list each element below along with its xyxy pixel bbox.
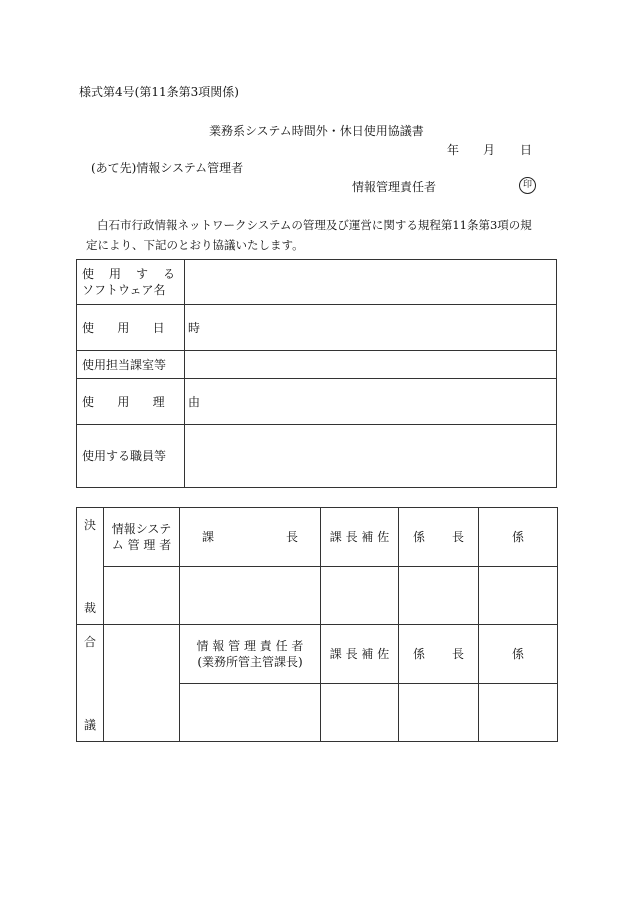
software-label [77,260,185,305]
row-software [77,260,557,305]
software-label-line1 [82,266,175,282]
kakaricho-header-2 [399,625,479,684]
reason-value-cell[interactable] [185,379,557,425]
seal-mark: 印 [519,177,536,194]
row-department [77,351,557,379]
datetime-char: 日 [152,320,165,335]
kakaricho-right: 長 [451,530,464,545]
gougi-bottom: 議 [83,718,96,732]
staff-value-cell[interactable] [185,425,557,488]
datetime-char: 用 [117,320,130,335]
reason-char: 理 [152,394,165,409]
infosys-stamp-cell[interactable] [104,566,180,625]
datetime-value-cell[interactable] [185,305,557,351]
officer-label: 情報管理責任者 [352,180,437,194]
kakaricho-stamp-cell-2[interactable] [399,683,479,742]
kakaricho-stamp-cell[interactable] [399,566,479,625]
reason-char: 使 [82,394,95,409]
kacho-stamp-cell[interactable] [180,566,321,625]
software-value-cell[interactable] [185,260,557,305]
gougi-label-cell [77,625,104,742]
datetime-char: 時 [187,320,200,335]
kessai-label-cell [77,508,104,625]
kakaricho-left-2: 係 [413,647,426,662]
software-char: 用 [108,267,121,281]
department-value-cell[interactable] [185,351,557,379]
info-manager-header [180,625,321,684]
infosys-manager-header [104,508,180,567]
kessai-header-row [77,508,558,567]
kakari-stamp-cell[interactable] [479,566,558,625]
infosys-line1: 情報システ [111,521,172,536]
software-label-line2: ソフトウェア名 [82,283,166,297]
kacho-left: 課 [202,530,215,545]
addressee: (あて先)情報システム管理者 [91,161,244,175]
department-label: 使用担当課室等 [77,351,185,379]
software-char: 使 [82,267,95,281]
gougi-top: 合 [83,635,96,649]
kakaricho-right-2: 長 [451,647,464,662]
kessai-stamp-row [77,566,558,625]
row-staff [77,425,557,488]
body-paragraph [82,215,557,255]
document-title: 業務系システム時間外・休日使用協議書 [209,124,424,138]
staff-label: 使用する職員等 [77,425,185,488]
datetime-char: 使 [82,320,95,335]
body-line-1: 白石市行政情報ネットワークシステムの管理及び運営に関する規程第11条第3項の規 [97,218,532,232]
kacho-hosa-stamp-cell[interactable] [321,566,399,625]
usage-table [76,259,557,488]
kakari-header: 係 [479,508,558,567]
info-manager-line1: 情 報 管 理 責 任 者 [196,638,304,653]
reason-char: 用 [117,394,130,409]
kakaricho-left: 係 [413,530,426,545]
date-year-label: 年 [447,143,460,157]
row-datetime [77,305,557,351]
gougi-blank-cell [104,625,180,742]
info-manager-line2: (業務所管主管課長) [197,654,303,669]
reason-label [77,379,200,425]
kacho-hosa-stamp-cell-2[interactable] [321,683,399,742]
reason-char: 由 [187,394,200,409]
software-char: る [162,267,175,281]
approval-table [76,507,558,742]
date-month-label: 月 [483,143,496,157]
kacho-right: 長 [285,530,298,545]
kacho-hosa-header: 課 長 補 佐 [321,508,399,567]
datetime-label [77,305,200,351]
kakaricho-header [399,508,479,567]
kacho-hosa-header-2: 課 長 補 佐 [321,625,399,684]
kakari-stamp-cell-2[interactable] [479,683,558,742]
form-number: 様式第4号(第11条第3項関係) [79,85,239,99]
kacho-header [180,508,321,567]
software-char: す [135,267,148,281]
kessai-top: 決 [83,518,96,532]
info-manager-stamp-cell[interactable] [180,683,321,742]
date-day-label: 日 [520,143,533,157]
gougi-header-row [77,625,558,684]
kessai-bottom: 裁 [83,601,96,615]
row-reason [77,379,557,425]
kakari-header-2: 係 [479,625,558,684]
infosys-line2: ム 管 理 者 [111,537,172,552]
body-line-2: 定により、下記のとおり協議いたします。 [86,238,304,252]
